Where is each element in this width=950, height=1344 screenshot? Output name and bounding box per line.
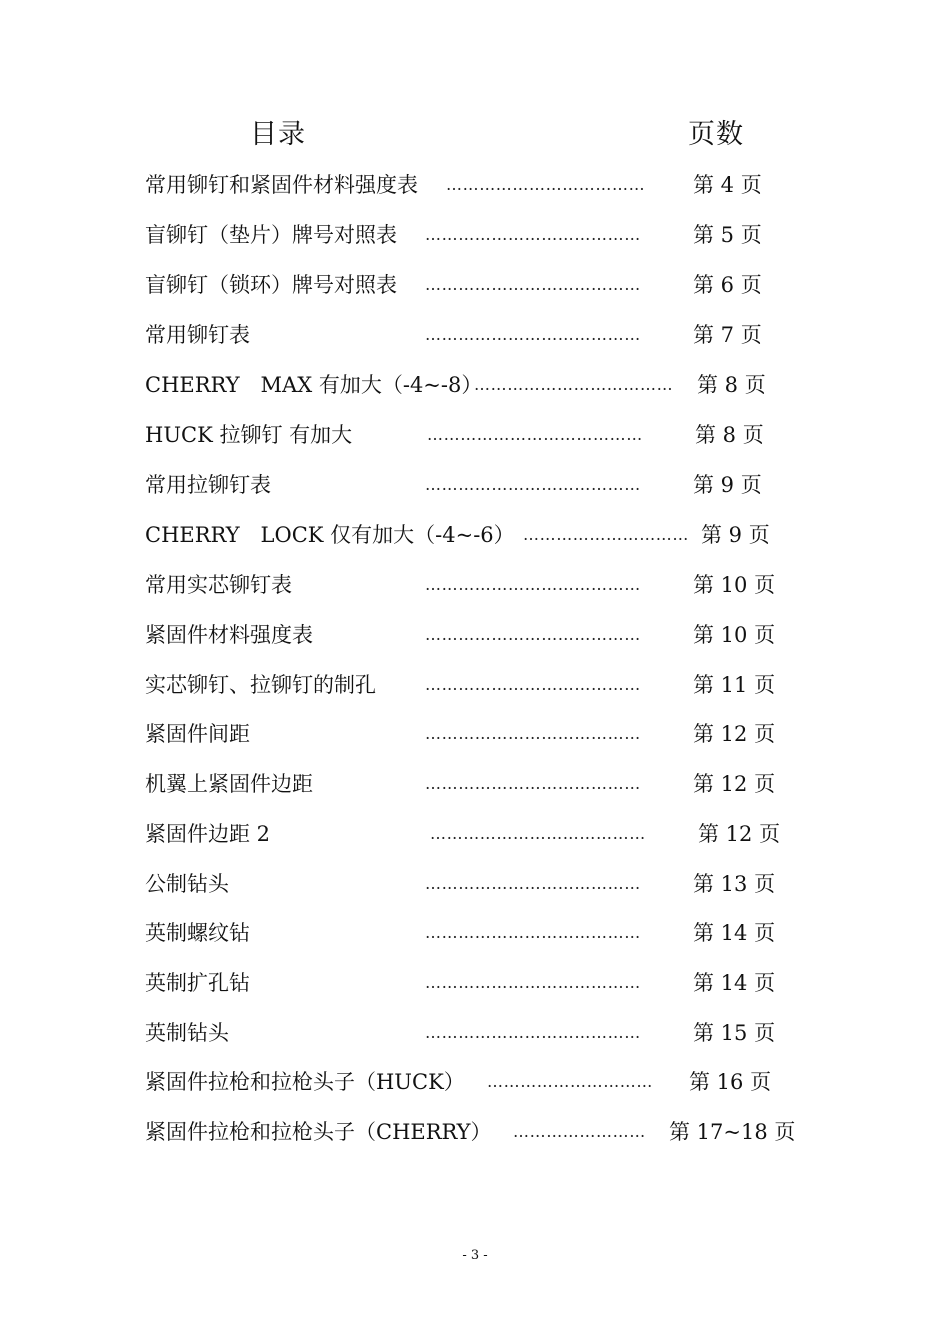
toc-entry-label: 常用铆钉表 (145, 323, 250, 347)
toc-entry-page: 第 8 页 (697, 373, 766, 397)
toc-entry-leader: ………………………………… (425, 225, 641, 244)
toc-entry (0, 869, 950, 899)
toc-entry-page: 第 10 页 (693, 573, 776, 597)
toc-entry-label: 常用拉铆钉表 (145, 473, 271, 497)
toc-entry-leader: ………………………… (523, 525, 689, 544)
toc-entry-page: 第 9 页 (693, 473, 762, 497)
toc-entry-leader: ………………………………… (425, 874, 641, 893)
toc-entry-label: HUCK 拉铆钉 有加大 (145, 423, 353, 447)
toc-entry (0, 220, 950, 250)
toc-entry-page: 第 8 页 (695, 423, 764, 447)
toc-entry-leader: ………………………………… (425, 575, 641, 594)
toc-entry-label: CHERRY LOCK 仅有加大（-4~-6） (145, 523, 515, 547)
toc-entry-page: 第 12 页 (693, 722, 776, 746)
toc-entry (0, 420, 950, 450)
toc-entry-page: 第 13 页 (693, 872, 776, 896)
toc-entry-label: 公制钻头 (145, 872, 229, 896)
toc-entry-leader: ………………………………… (425, 774, 641, 793)
toc-entry-leader: ……………………………… (474, 375, 674, 394)
toc-entry (0, 1018, 950, 1048)
toc-entry-leader: ………………………………… (427, 425, 643, 444)
toc-entry-page: 第 5 页 (693, 223, 762, 247)
toc-entry-page: 第 15 页 (693, 1021, 776, 1045)
toc-entry-page: 第 16 页 (689, 1070, 772, 1094)
toc-entry (0, 968, 950, 998)
toc-entry-leader: ………………………………… (425, 973, 641, 992)
toc-entry-leader: ………………………………… (425, 1023, 641, 1042)
toc-entry (0, 1117, 950, 1147)
toc-title: 目录 (250, 119, 306, 150)
toc-entry-leader: ………………………………… (425, 475, 641, 494)
toc-entry-label: 紧固件间距 (145, 722, 250, 746)
toc-entry-leader: ………………………………… (425, 275, 641, 294)
toc-entry-label: 紧固件边距 2 (145, 822, 271, 846)
toc-entry-label: 机翼上紧固件边距 (145, 772, 313, 796)
toc-entry-label: 实芯铆钉、拉铆钉的制孔 (145, 673, 376, 697)
toc-entry-page: 第 17~18 页 (669, 1120, 796, 1144)
toc-entry-label: CHERRY MAX 有加大（-4~-8） (145, 373, 483, 397)
toc-entry (0, 670, 950, 700)
toc-entry-page: 第 4 页 (693, 173, 762, 197)
toc-entry (0, 570, 950, 600)
toc-entry-label: 常用实芯铆钉表 (145, 573, 292, 597)
page-column-title: 页数 (688, 119, 744, 150)
toc-entry-page: 第 11 页 (693, 673, 776, 697)
toc-entry-leader: ………………………………… (425, 325, 641, 344)
toc-entry-page: 第 12 页 (693, 772, 776, 796)
toc-entry-leader: …………………… (513, 1122, 646, 1141)
toc-entry (0, 719, 950, 749)
toc-entry-page: 第 9 页 (701, 523, 770, 547)
toc-entry-label: 常用铆钉和紧固件材料强度表 (145, 173, 418, 197)
toc-entry (0, 470, 950, 500)
toc-entry-page: 第 12 页 (698, 822, 781, 846)
toc-entry-leader: ………………………………… (425, 724, 641, 743)
toc-entry-leader: ………………………………… (425, 625, 641, 644)
toc-entry-leader: ………………………………… (425, 675, 641, 694)
toc-entry-leader: ………………………………… (425, 923, 641, 942)
toc-entry (0, 1067, 950, 1097)
toc-entry (0, 270, 950, 300)
toc-entry (0, 769, 950, 799)
toc-entry-leader: ………………………… (487, 1072, 653, 1091)
toc-entry (0, 370, 950, 400)
toc-entry-label: 英制扩孔钻 (145, 971, 250, 995)
toc-entry (0, 170, 950, 200)
page-number: - 3 - (462, 1248, 488, 1263)
toc-entry-page: 第 14 页 (693, 921, 776, 945)
toc-entry-label: 盲铆钉（垫片）牌号对照表 (145, 223, 397, 247)
toc-entry-page: 第 6 页 (693, 273, 762, 297)
toc-entry (0, 620, 950, 650)
toc-entry-label: 紧固件拉枪和拉枪头子（HUCK） (145, 1070, 465, 1094)
toc-entry-label: 紧固件拉枪和拉枪头子（CHERRY） (145, 1120, 492, 1144)
toc-entry-label: 盲铆钉（锁环）牌号对照表 (145, 273, 397, 297)
toc-entry-label: 紧固件材料强度表 (145, 623, 313, 647)
toc-entry-page: 第 7 页 (693, 323, 762, 347)
toc-entry-label: 英制钻头 (145, 1021, 229, 1045)
toc-entry (0, 320, 950, 350)
toc-entry-leader: ……………………………… (446, 175, 646, 194)
toc-entry (0, 819, 950, 849)
toc-entry (0, 918, 950, 948)
toc-entry (0, 520, 950, 550)
toc-entry-leader: ………………………………… (430, 824, 646, 843)
toc-entry-label: 英制螺纹钻 (145, 921, 250, 945)
toc-entry-page: 第 14 页 (693, 971, 776, 995)
toc-entry-page: 第 10 页 (693, 623, 776, 647)
